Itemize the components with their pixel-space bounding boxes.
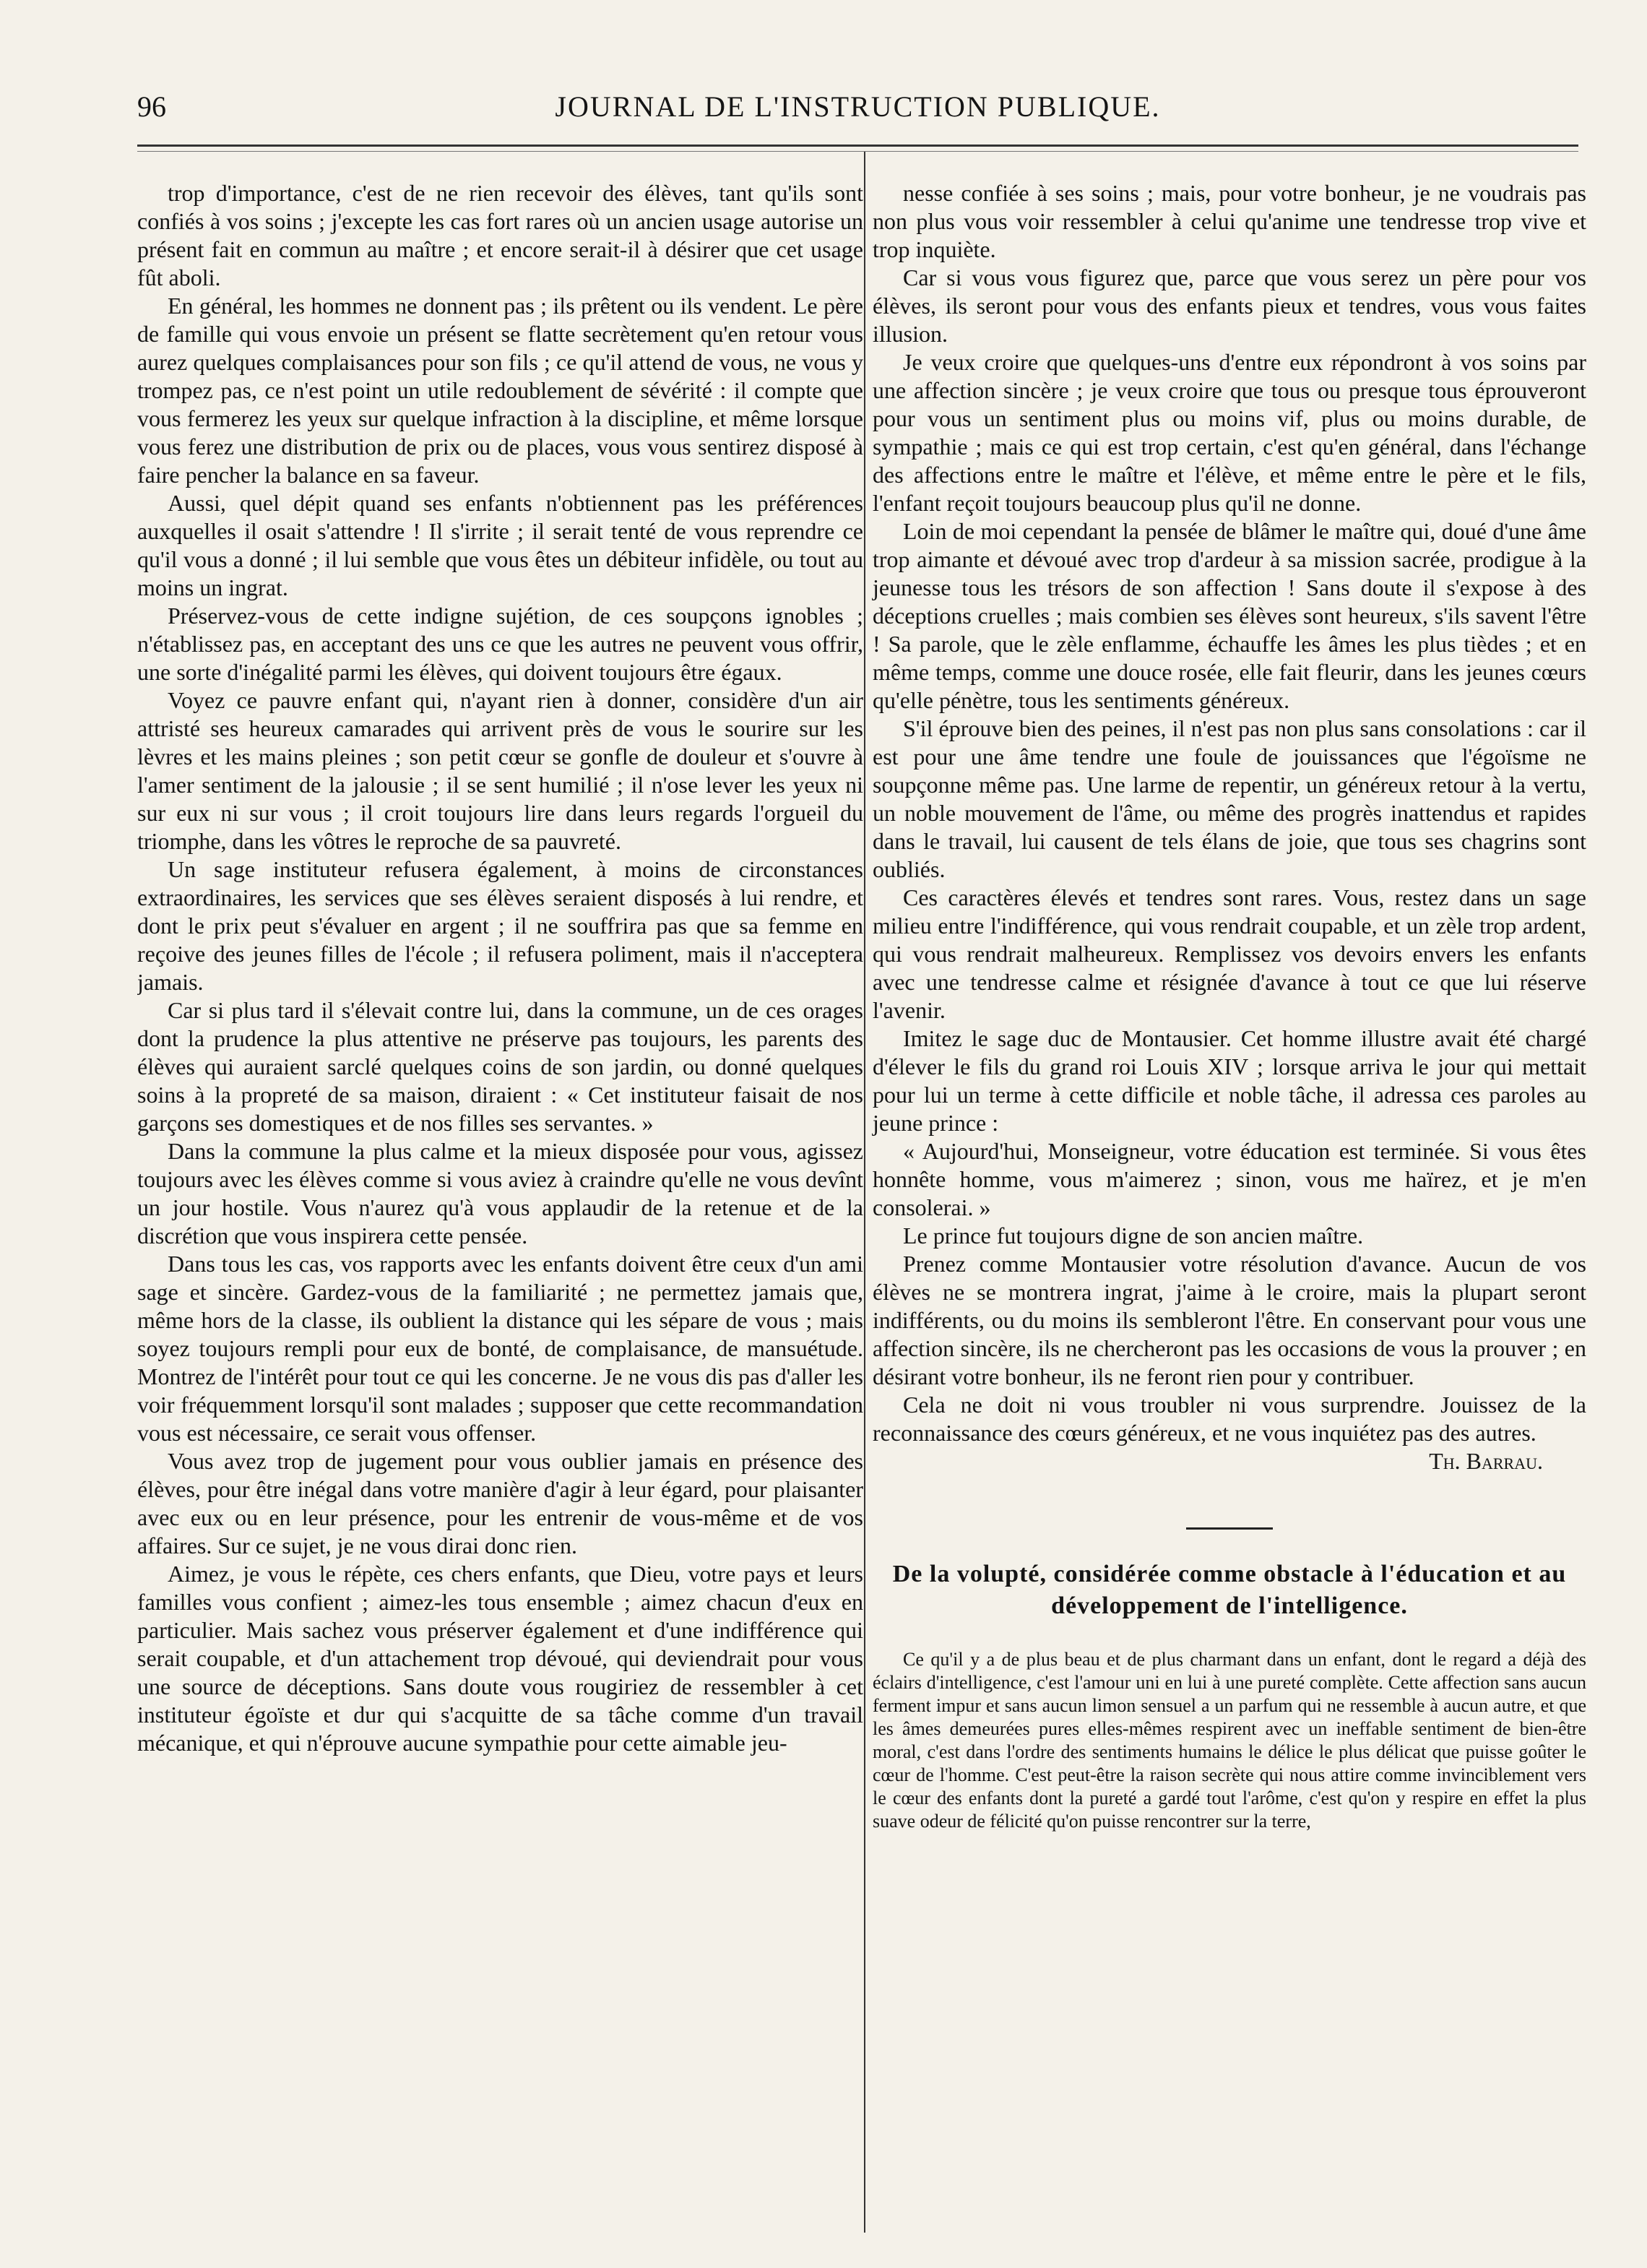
paragraph: Vous avez trop de jugement pour vous oublier jamais en présence des élèves, pour être inégal dans votre manière d'agir à leur égard, pour plaisanter avec eux ou en leur présence, pour les entrenir de vous-même et de vos affaires. Sur ce sujet, je ne vous dirai donc rien. [137,1448,863,1558]
paragraph: Aimez, je vous le répète, ces chers enfants, que Dieu, votre pays et leurs familles vous confient ; aimez-les tous ensemble ; aimez chacun d'eux en particulier. Mais sachez vous préserver également et d'une indifférence qui serait coupable, et d'un attachement trop dévoué, qui deviendrait pour vous une source de déceptions. Sans doute vous rougiriez de ressembler à cet instituteur égoïste et dur qui s'acquitte de sa tâche comme d'un travail mécanique, et qui n'éprouve aucune sympathie pour cette aimable jeu- [137,1561,863,1756]
page-header [137,85,1578,136]
paragraph: Cela ne doit ni vous troubler ni vous surprendre. Jouissez de la reconnaissance des cœurs généreux, et ne vous inquiétez pas des autres. [873,1392,1586,1446]
author-signature: Th. Barrau. [1429,1448,1543,1474]
paragraph: Car si plus tard il s'élevait contre lui, dans la commune, un de ces orages dont la prudence la plus attentive ne préserve pas toujours, les parents des élèves qui auraient sarclé quelques coins de son jardin, ou donné quelques soins à la propreté de sa maison, diraient : « Cet instituteur faisait de nos garçons ses domestiques et de nos filles ses servantes. » [137,997,863,1136]
article-body: Ce qu'il y a de plus beau et de plus charmant dans un enfant, dont le regard a déjà des éclairs d'intelligence, c'est l'amour uni en lui à une pureté complète. Cette affection sans aucun ferment impur et sans aucun limon sensuel a un parfum qui ne ressemble à aucun autre, et que les âmes demeurées pures elles-mêmes respirent avec un ineffable sentiment de bien-être moral, c'est dans l'ordre des sentiments humains le délice le plus délicat que puisse goûter le cœur de l'homme. C'est peut-être la raison secrète qui nous attire comme invinciblement vers le cœur des enfants dont la pureté a gardé tout l'arôme, c'est qu'on y respire en effet la plus suave odeur de félicité qu'on puisse rencontrer sur la terre, [873,1649,1586,1832]
paragraph: Imitez le sage duc de Montausier. Cet homme illustre avait été chargé d'élever le fils du grand roi Louis XIV ; lorsque arriva le jour qui mettait pour lui un terme à cette difficile et noble tâche, il adressa ces paroles au jeune prince : [873,1025,1586,1136]
paragraph: Aussi, quel dépit quand ses enfants n'obtiennent pas les préférences auxquelles il osait s'attendre ! Il s'irrite ; il serait tenté de vous reprendre ce qu'il vous a donné ; il lui semble que vous êtes un débiteur infidèle, ou tout au moins un ingrat. [137,490,863,600]
header-rule-thin [137,151,1578,152]
article-title: De la volupté, considérée comme obstacle à l'éducation et au développement de l'intelligence. [892,1561,1567,1619]
left-column [137,179,863,2231]
header-rule [137,145,1578,147]
right-column [864,179,1586,2231]
section-separator [1186,1527,1273,1530]
paragraph: Prenez comme Montausier votre résolution d'avance. Aucun de vos élèves ne se montrera ingrat, j'aime à le croire, mais la plupart seront indifférents, ou du moins ils sembleront l'être. En conservant pour vous une affection sincère, ils ne chercheront pas les occasions de vous la prouver ; en désirant votre bonheur, ils ne feront rien pour y contribuer. [873,1251,1586,1389]
paragraph: S'il éprouve bien des peines, il n'est pas non plus sans consolations : car il est pour une âme tendre une foule de jouissances que l'égoïsme ne soupçonne même pas. Une larme de repentir, un généreux retour à la vertu, un noble mouvement de l'âme, ou même des progrès inattendus et rapides dans le travail, lui causent de tels élans de joie, que tous ses chagrins sont oubliés. [873,715,1586,882]
paragraph: nesse confiée à ses soins ; mais, pour votre bonheur, je ne voudrais pas non plus vous voir ressembler à celui qu'anime une tendresse trop vive et trop inquiète. [873,180,1586,262]
paragraph: trop d'importance, c'est de ne rien recevoir des élèves, tant qu'ils sont confiés à vos soins ; j'excepte les cas fort rares où un ancien usage autorise un présent fait en commun au maître ; et encore serait-il à désirer que cet usage fût aboli. [137,180,863,290]
page-number: 96 [137,90,166,123]
paragraph: Dans la commune la plus calme et la mieux disposée pour vous, agissez toujours avec les élèves comme si vous aviez à craindre qu'elle ne vous devînt un jour hostile. Vous n'aurez qu'à vous applaudir de la retenue et de la discrétion que vous inspirera cette pensée. [137,1138,863,1249]
paragraph: Préservez-vous de cette indigne sujétion, de ces soupçons ignobles ; n'établissez pas, en acceptant des uns ce que les autres ne peuvent vous offrir, une sorte d'inégalité parmi les élèves, qui doivent toujours être égaux. [137,603,863,685]
paragraph: Voyez ce pauvre enfant qui, n'ayant rien à donner, considère d'un air attristé ses heureux camarades qui arrivent près de vous le sourire sur les lèvres et les mains pleines ; son petit cœur se gonfle de douleur et s'ouvre à l'amer sentiment de la jalousie ; il se sent humilié ; il n'ose lever les yeux ni sur eux ni sur vous ; il croit toujours lire dans leurs regards l'orgueil du triomphe, dans les vôtres le reproche de sa pauvreté. [137,687,863,854]
paragraph: Car si vous vous figurez que, parce que vous serez un père pour vos élèves, ils seront pour vous des enfants pieux et tendres, vous vous faites illusion. [873,264,1586,347]
paragraph: Le prince fut toujours digne de son ancien maître. [903,1223,1364,1249]
paragraph: Dans tous les cas, vos rapports avec les enfants doivent être ceux d'un ami sage et sincère. Gardez-vous de la familiarité ; ne permettez jamais que, même hors de la classe, ils oublient la distance qui les sépare de vous ; mais soyez toujours rempli pour eux de bonté, de complaisance, de mansuétude. Montrez de l'intérêt pour tout ce qui les concerne. Je ne vous dis pas d'aller les voir fréquemment lorsqu'il sont malades ; supposer que cette recommandation vous est nécessaire, ce serait vous offenser. [137,1251,863,1446]
paragraph: Ces caractères élevés et tendres sont rares. Vous, restez dans un sage milieu entre l'indifférence, qui vous rendrait coupable, et un zèle trop ardent, qui vous rendrait malheureux. Remplissez vos devoirs envers les enfants avec une tendresse calme et résignée d'avance à tout ce que lui réserve l'avenir. [873,884,1586,1023]
paragraph: Un sage instituteur refusera également, à moins de circonstances extraordinaires, les services que ses élèves seraient disposés à lui rendre, et dont le prix peut s'évaluer en argent ; il ne souffrira pas que sa femme en reçoive des jeunes filles de l'école ; il refusera poliment, mais il n'acceptera jamais. [137,856,863,995]
running-title: JOURNAL DE L'INSTRUCTION PUBLIQUE. [555,90,1161,123]
paragraph: Loin de moi cependant la pensée de blâmer le maître qui, doué d'une âme trop aimante et dévoué avec trop d'ardeur à sa mission sacrée, prodigue à la jeunesse tous les trésors de son affection ! Sans doute il s'expose à des déceptions cruelles ; mais combien ses élèves sont heureux, s'ils savent l'être ! Sa parole, que le zèle enflamme, échauffe les âmes les plus tièdes ; et en même temps, comme une douce rosée, elle fait fleurir, dans les jeunes cœurs qu'elle pénètre, tous les sentiments généreux. [873,518,1586,713]
paragraph: En général, les hommes ne donnent pas ; ils prêtent ou ils vendent. Le père de famille qui vous envoie un présent se flatte secrètement qu'en retour vous aurez quelques complaisances pour son fils ; ce qu'il attend de vous, ne vous y trompez pas, ce n'est point un utile redoublement de sévérité : il compte que vous fermerez les yeux sur quelque infraction à la discipline, et même lorsque vous ferez une distribution de prix ou de places, vous vous sentirez disposé à faire pencher la balance en sa faveur. [137,293,863,488]
paragraph: « Aujourd'hui, Monseigneur, votre éducation est terminée. Si vous êtes honnête homme, vous m'aimerez ; sinon, vous me haïrez, et je m'en consolerai. » [873,1138,1586,1220]
paragraph: Je veux croire que quelques-uns d'entre eux répondront à vos soins par une affection sincère ; je veux croire que tous ou presque tous éprouveront pour vous un sentiment plus ou moins vif, plus ou moins durable, de sympathie ; mais ce qui est trop certain, c'est qu'en général, dans l'échange des affections entre le maître et l'élève, et même entre le père et le fils, l'enfant reçoit toujours beaucoup plus qu'il ne donne. [873,349,1586,516]
